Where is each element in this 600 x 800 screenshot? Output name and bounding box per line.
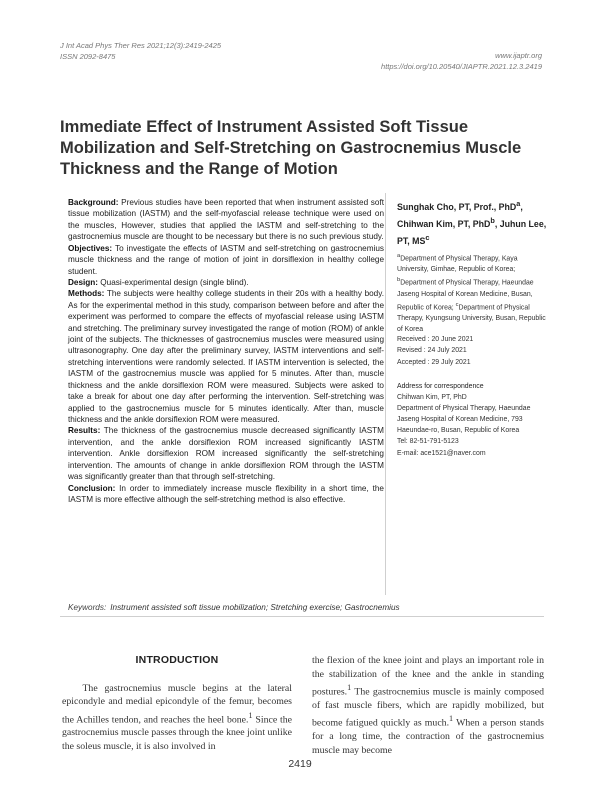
abstract-methods [68, 288, 384, 425]
author-line-3 [397, 231, 547, 248]
author-lee-degree: PT, MS [397, 235, 426, 246]
correspondence-email[interactable]: E-mail: ace1521@naver.com [397, 449, 486, 457]
background-label: Background: [68, 198, 119, 207]
intro-right-text-a: the flexion of the knee joint and plays an important role in the stabilization of the knee and the ankle in standing postures. [312, 655, 544, 698]
doi-link[interactable]: https://doi.org/10.20540/JIAPTR.2021.12.3.2419 [381, 62, 542, 71]
author-lee: , Juhun Lee, [494, 218, 547, 229]
objectives-text: To investigate the effects of IASTM and self-stretching on gastrocnemius muscle thickness and the range of motion of joint in dorsiflexion in healthy college student. [68, 243, 384, 276]
conclusion-label: Conclusion: [68, 483, 116, 493]
journal-header [60, 40, 221, 62]
conclusion-text: In order to immediately increase muscle flexibility in a short time, the IASTM is more effective although the self-stretching method is also effective. [68, 483, 384, 504]
background-text: Previous studies have been reported that when instrument assisted soft tissue mobilization (IASTM) and the self-myofascial release technique were used on the muscles, However, studies that applied the IASTM and self-stretching to the gastrocnemius muscle are thought to be necessary but there is no such previous study. [68, 198, 384, 242]
keywords-label: Keywords: [68, 603, 107, 612]
abstract [68, 197, 384, 505]
intro-paragraph-left [62, 682, 292, 754]
author-sup-a: a [516, 199, 521, 208]
intro-right-text-b: The gastrocnemius muscle is mainly composed of fast muscle fibers, which are rapidly mobilized, but become fatigued quickly as much. [312, 686, 544, 729]
author-line-1: Sunghak Cho, PT, Prof., PhD$^a$, [397, 199, 523, 212]
methods-text: The subjects were healthy college students in their 20s with a healthy body. As for the experimental method in this study, comparison between before and after the experiment was performed to compare the effects of myofascial release using IASTM and stretching. The preliminary survey investigated the range of motion (ROM) of ankle joint of the subjects. The thicknesses of gastrocnemius muscles were measured using ultrasonography. One day after the preliminary survey, IASTM interventions and self-stretching interventions were randomly selected. If IASTM intervention is selected, the IASTM of the gastrocnemius muscle was applied for 5 minutes. After than, muscle thickness and the ankle dorsiflexion ROM were measured. Subjects were asked to take a break for about one day after performing the intervention. Self-stretching was applied to the gastrocnemius muscle for 5 minutes identically. After than, muscle thickness and the ankle dorsiflexion ROM were measured. [68, 289, 384, 425]
abstract-results [68, 425, 384, 482]
citation-ref: 1 [248, 710, 253, 720]
citation-ref: 1 [449, 714, 454, 724]
citation-ref: 1 [347, 683, 352, 692]
abstract-design [68, 277, 384, 288]
introduction-heading: INTRODUCTION [135, 654, 219, 666]
body-column-right [312, 654, 544, 757]
intro-right-text-c: When a person stands for a long time, the contraction of the gastrocnemius muscle may become [312, 717, 544, 756]
affil-b: Department of Physical Therapy, Haeundae Jaseng Hospital of Korean Medicine, Busan, Republic of Korea; [397, 279, 534, 312]
affil-sup-c: c [455, 301, 459, 308]
intro-left-text-b: Since the gastrocnemius muscle passes through the knee joint unlike the soleus muscle, it is also involved in [62, 713, 292, 752]
abstract-objectives [68, 243, 384, 277]
intro-left-text-a: The gastrocnemius muscle begins at the lateral epicondyle and medial epicondyle of the femur, becomes the Achilles tendon, and reaches the heel bone. [62, 682, 292, 725]
affil-a: Department of Physical Therapy, Kaya University, Gimhae, Republic of Korea; [397, 255, 518, 274]
revised-date: Revised : 24 July 2021 [397, 347, 467, 355]
author-cho: Sunghak Cho, PT, Prof., PhD [397, 201, 517, 212]
journal-website-link[interactable]: www.ijaptr.org [495, 51, 542, 60]
correspondence-tel: Tel: 82-51-791-5123 [397, 438, 459, 446]
results-text: The thickness of the gastrocnemius muscle decreased significantly IASTM intervention, and the ankle dorsiflexion ROM increased significantly IASTM intervention. Ankle dorsiflexion ROM increased significantly the self-stretching intervention. The amounts of change in ankle dorsiflexion ROM through the IASTM was significantly greater than that through self-stretching. [68, 426, 384, 482]
abstract-conclusion [68, 483, 384, 506]
correspondence-heading: Address for correspondence [397, 383, 484, 390]
author-sup-b: b [490, 215, 495, 225]
methods-label: Methods: [68, 289, 105, 299]
paper-title: Immediate Effect of Instrument Assisted Soft Tissue Mobilization and Self-Stretching on Gastrocnemius Muscle Thickness and the Range of Motion [60, 118, 522, 178]
received-date: Received : 20 June 2021 [397, 336, 474, 343]
article-dates [397, 334, 547, 368]
results-label: Results: [68, 426, 101, 436]
keywords-rule [60, 616, 544, 617]
keywords-value: Instrument assisted soft tissue mobilization; Stretching exercise; Gastrocnemius [110, 603, 400, 612]
design-label: Design: [68, 277, 99, 287]
intro-paragraph-right [312, 654, 544, 757]
correspondence [397, 381, 547, 459]
author-list [397, 197, 547, 248]
affil-sup-a: a [397, 253, 401, 259]
affil-sup-b: b [397, 277, 401, 284]
author-kim: Chihwan Kim, PT, PhD [397, 218, 491, 229]
author-line-2 [397, 214, 547, 231]
accepted-date: Accepted : 29 July 2021 [397, 358, 471, 366]
keywords [68, 603, 538, 612]
design-text: Quasi-experimental design (single blind). [98, 277, 249, 287]
column-divider [385, 193, 386, 595]
journal-citation: J Int Acad Phys Ther Res 2021;12(3):2419-2425 [60, 41, 222, 50]
journal-links [381, 50, 542, 72]
issn: ISSN 2092-8475 [60, 52, 116, 61]
affiliations [397, 251, 547, 336]
author-sup-c: c [425, 232, 430, 242]
affil-c: Department of Physical Therapy, Kyungsung University, Busan, Republic of Korea [397, 304, 546, 334]
abstract-background [68, 197, 384, 243]
page-number: 2419 [288, 758, 312, 770]
correspondence-address: Department of Physical Therapy, Haeundae Jaseng Hospital of Korean Medicine, 793 Haeundae-ro, Busan, Republic of Korea [397, 405, 531, 435]
objectives-label: Objectives: [68, 243, 113, 253]
correspondence-name: Chihwan Kim, PT, PhD [397, 394, 467, 402]
body-column-left [62, 654, 292, 753]
